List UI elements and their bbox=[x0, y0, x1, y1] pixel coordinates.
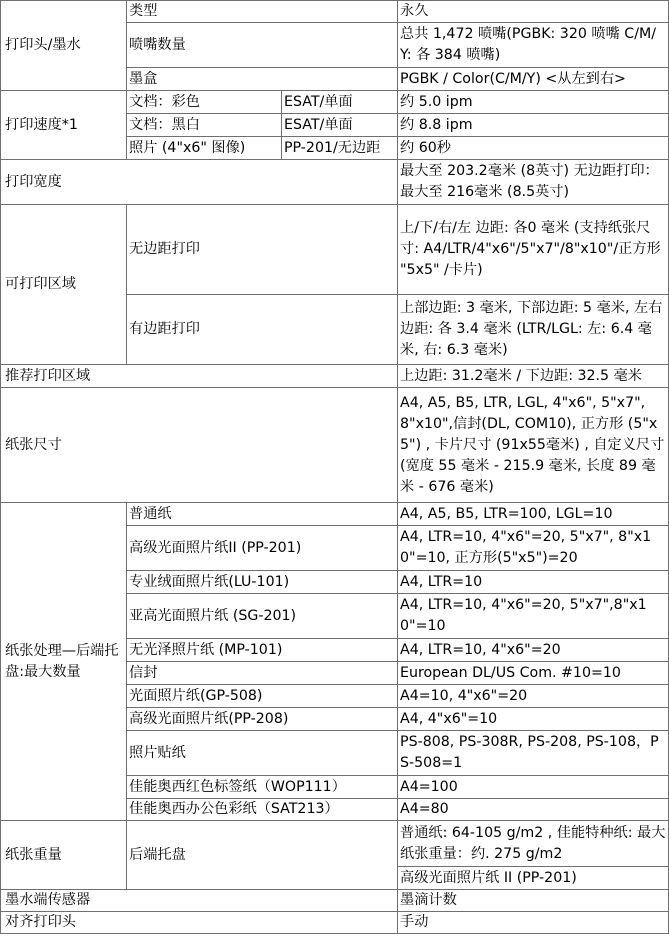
value-cell: 墨滴计数 bbox=[398, 890, 669, 912]
value-cell: 上/下/右/左 边距: 各0 毫米 (支持纸张尺寸: A4/LTR/4"x6"/5"x7"/8"x10"/正方形 "5x5" /卡片) bbox=[398, 205, 669, 295]
category-printhead: 打印头/墨水 bbox=[1, 1, 127, 91]
value-cell: A4=10, 4"x6"=20 bbox=[398, 685, 669, 708]
item-cell: 高级光面照片纸(PP-208) bbox=[127, 708, 398, 731]
table-row bbox=[1, 91, 669, 114]
value-cell: 最大至 203.2毫米 (8英寸) 无边距打印：最大至 216毫米 (8.5英寸) bbox=[398, 160, 669, 205]
table-row bbox=[1, 503, 669, 526]
item-cell: 高级光面照片纸II (PP-201) bbox=[127, 526, 398, 571]
item-cell: 文档：彩色 bbox=[127, 91, 282, 114]
category-paper-size: 纸张尺寸 bbox=[1, 388, 398, 503]
value-cell: 上边距: 31.2毫米 / 下边距: 32.5 毫米 bbox=[398, 365, 669, 388]
item-cell: 佳能奥西办公色彩纸（SAT213） bbox=[127, 799, 398, 821]
item-cell: 无光泽照片纸 (MP-101) bbox=[127, 639, 398, 662]
item-cell: 信封 bbox=[127, 662, 398, 685]
item-cell: 普通纸 bbox=[127, 503, 398, 526]
value-cell: PS-808, PS-308R, PS-208, PS-108，PS-508=1 bbox=[398, 731, 669, 776]
item-cell: 类型 bbox=[127, 1, 398, 23]
value-cell: 上部边距: 3 毫米, 下部边距: 5 毫米, 左右边距: 各 3.4 毫米 (LTR/LGL: 左: 6.4 毫米, 右: 6.3 毫米) bbox=[398, 295, 669, 365]
item-cell: 照片 (4"x6" 图像) bbox=[127, 137, 282, 160]
value-cell: 约 60秒 bbox=[398, 137, 669, 160]
table-row bbox=[1, 912, 669, 934]
value-cell: 普通纸: 64-105 g/m2 , 佳能特种纸: 最大纸张重量：约. 275 g/m2 bbox=[398, 821, 669, 867]
table-row bbox=[1, 160, 669, 205]
value-cell: 总共 1,472 喷嘴(PGBK: 320 喷嘴 C/M/Y: 各 384 喷嘴) bbox=[398, 23, 669, 68]
item-cell: 后端托盘 bbox=[127, 821, 398, 890]
mode-cell: ESAT/单面 bbox=[282, 114, 398, 137]
item-cell: 无边距打印 bbox=[127, 205, 398, 295]
value-cell: A4, LTR=10 bbox=[398, 571, 669, 594]
value-cell: 永久 bbox=[398, 1, 669, 23]
value-cell: 高级光面照片纸 II (PP-201) bbox=[398, 867, 669, 890]
category-recommended-area: 推荐打印区域 bbox=[1, 365, 398, 388]
value-cell: A4, 4"x6"=10 bbox=[398, 708, 669, 731]
value-cell: PGBK / Color(C/M/Y) <从左到右> bbox=[398, 68, 669, 91]
value-cell: A4=100 bbox=[398, 776, 669, 799]
category-head-align: 对齐打印头 bbox=[1, 912, 398, 934]
table-row bbox=[1, 890, 669, 912]
item-cell: 有边距打印 bbox=[127, 295, 398, 365]
item-cell: 亚高光面照片纸 (SG-201) bbox=[127, 594, 398, 639]
value-cell: A4, LTR=10, 4"x6"=20, 5"x7", 8"x10"=10, 正方形(5"x5")=20 bbox=[398, 526, 669, 571]
table-row bbox=[1, 365, 669, 388]
value-cell: A4, A5, B5, LTR=100, LGL=10 bbox=[398, 503, 669, 526]
item-cell: 佳能奥西红色标签纸（WOP111） bbox=[127, 776, 398, 799]
table-row bbox=[1, 1, 669, 23]
value-cell: A4, LTR=10, 4"x6"=20 bbox=[398, 639, 669, 662]
item-cell: 照片贴纸 bbox=[127, 731, 398, 776]
value-cell: 约 5.0 ipm bbox=[398, 91, 669, 114]
mode-cell: PP-201/无边距 bbox=[282, 137, 398, 160]
item-cell: 喷嘴数量 bbox=[127, 23, 398, 68]
item-cell: 光面照片纸(GP-508) bbox=[127, 685, 398, 708]
value-cell: European DL/US Com. #10=10 bbox=[398, 662, 669, 685]
category-paper-handling: 纸张处理—后端托盘:最大数量 bbox=[1, 503, 127, 821]
value-cell: A4, LTR=10, 4"x6"=20, 5"x7",8"x10"=10 bbox=[398, 594, 669, 639]
category-ink-sensor: 墨水端传感器 bbox=[1, 890, 398, 912]
value-cell: 手动 bbox=[398, 912, 669, 934]
category-printable-area: 可打印区域 bbox=[1, 205, 127, 365]
value-cell: A4, A5, B5, LTR, LGL, 4"x6", 5"x7", 8"x10",信封(DL, COM10), 正方形 (5"x5") , 卡片尺寸 (91x55毫米) , 自定义尺寸 (宽度 55 毫米 - 215.9 毫米, 长度 89 毫米 - 676 毫米) bbox=[398, 388, 669, 503]
category-paper-weight: 纸张重量 bbox=[1, 821, 127, 890]
mode-cell: ESAT/单面 bbox=[282, 91, 398, 114]
item-cell: 文档：黑白 bbox=[127, 114, 282, 137]
table-row bbox=[1, 388, 669, 503]
category-speed: 打印速度*1 bbox=[1, 91, 127, 160]
item-cell: 墨盒 bbox=[127, 68, 398, 91]
table-row bbox=[1, 205, 669, 295]
value-cell: 约 8.8 ipm bbox=[398, 114, 669, 137]
value-cell: A4=80 bbox=[398, 799, 669, 821]
category-print-width: 打印宽度 bbox=[1, 160, 398, 205]
item-cell: 专业绒面照片纸(LU-101) bbox=[127, 571, 398, 594]
table-row bbox=[1, 821, 669, 867]
